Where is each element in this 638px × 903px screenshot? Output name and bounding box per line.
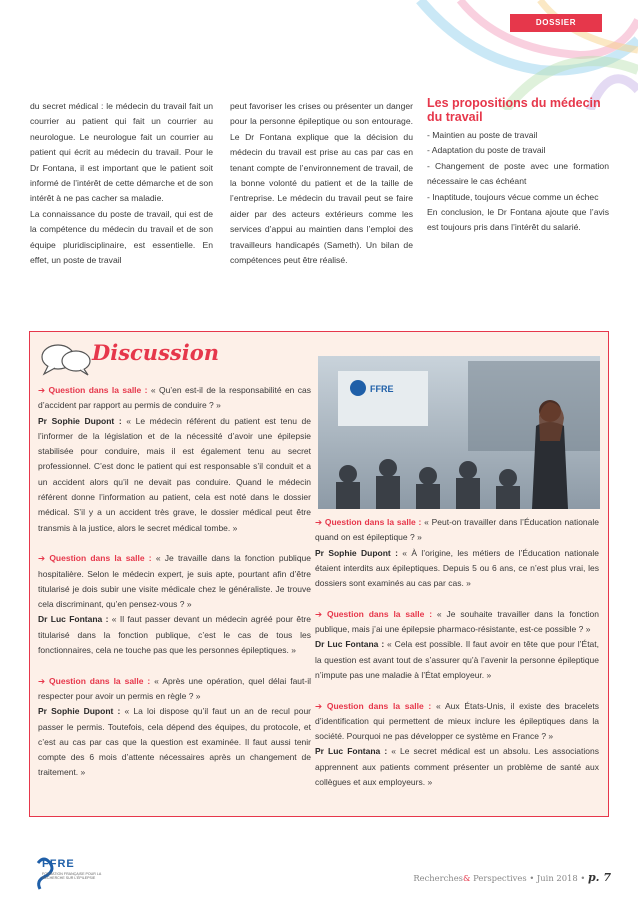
speaker-label: Pr Luc Fontana : <box>315 746 388 757</box>
question-text: « Aux États-Unis, il existe des bracelets d’identification qui permettent de mieux inclure les épileptiques dans la société. Pourquoi ne pas développer ce système en France ? » <box>315 700 599 742</box>
footer-logo-subtitle: FONDATION FRANÇAISE POUR LA RECHERCHE SUR L’ÉPILEPSIE <box>42 872 102 881</box>
question-text: « Peut-on travailler dans l’Éducation nationale quand on est épileptique ? » <box>315 517 599 543</box>
question-label: ➔ Question dans la salle : <box>38 553 152 564</box>
qa-block <box>315 699 599 791</box>
answer-text: « Il faut passer devant un médecin agréé pour être titularisé dans la fonction publique, c’est le cas de tous les fonctionnaires, cela ne touche pas que les personnes épileptiques. » <box>38 614 311 656</box>
question-label: ➔ Question dans la salle : <box>315 608 433 619</box>
publication-date: Perspectives • Juin 2018 • <box>470 873 588 883</box>
question-text: « Après une opération, quel délai faut-il respecter pour avoir un permis en règle ? » <box>38 675 311 701</box>
ampersand: & <box>462 873 471 883</box>
article-column-2 <box>230 99 413 268</box>
discussion-right-column <box>315 515 599 806</box>
proposals-column <box>427 96 609 236</box>
question-label: ➔ Question dans la salle : <box>315 517 422 527</box>
footer-logo-text: FFRE <box>42 858 75 870</box>
paragraph: La connaissance du poste de travail, qui est de la compétence du médecin du travail et de son équipe pluridisciplinaire, est essentielle. En effet, un poste de travail <box>30 208 213 266</box>
speaker-label: Dr Luc Fontana : <box>38 614 109 625</box>
qa-block <box>38 551 311 658</box>
proposal-item: - Adaptation du poste de travail <box>427 145 546 156</box>
question-text: « Je souhaite travailler dans la fonction publique, mais j’ai une épilepsie pharmaco-résistante, est-ce possible ? » <box>315 608 600 635</box>
proposal-item: - Changement de poste avec une formation nécessaire le cas échéant <box>427 160 609 187</box>
proposals-title: Les propositions du médecin du travail <box>427 96 601 124</box>
proposal-item: - Inaptitude, toujours vécue comme un échec <box>427 191 599 202</box>
discussion-title: Discussion <box>92 340 219 365</box>
qa-block <box>315 607 599 683</box>
photo-screen-logo: FFRE <box>370 384 394 394</box>
answer-text: « La loi dispose qu’il faut un an de recul pour passer le permis. Toutefois, cela dépend des équipes, du protocole, et c’est au cas par cas que la question est examinée. Il faut aussi tenir compte des 6 mois d’attente nécessaires après un changement de traitement. » <box>38 706 312 778</box>
publication-name: Recherches <box>413 873 463 883</box>
footer-publication <box>413 871 611 884</box>
question-label: ➔ Question dans la salle : <box>315 700 432 711</box>
speaker-label: Pr Sophie Dupont : <box>38 706 121 717</box>
answer-text: « Le secret médical est un absolu. Les associations apprennent aux patients comment présenter un problème de santé aux collègues et aux employeurs. » <box>315 746 599 788</box>
speaker-label: Pr Sophie Dupont : <box>38 415 122 426</box>
answer-text: « À l’origine, les métiers de l’Éducation nationale étaient interdits aux épileptiques. Depuis 5 ou 6 ans, ce n’est plus vrai, les dossiers sont examinés au cas par cas. » <box>315 547 600 589</box>
qa-block <box>315 515 599 591</box>
discussion-left-column <box>38 383 311 796</box>
paragraph: du secret médical : le médecin du travail fait un courrier au patient qui fait un courrier au neurologue. Le neurologue fait un courrier au patient qui écrit au médecin du travail. Pour le Dr Fontana, il est important que le patient soit informé de l’intérêt de cette démarche et de son intérêt à ne pas cacher sa maladie. <box>30 101 213 204</box>
article-column-1 <box>30 99 213 268</box>
answer-text: « Cela est possible. Il faut avoir en tête que pour l’État, la question est avant tout de s’assurer qu’à l’avenir la personne épileptique n’impute pas une maladie à l’État employeur. » <box>315 639 600 680</box>
page-number: p. 7 <box>587 871 611 884</box>
conference-photo <box>318 356 600 509</box>
question-text: « Je travaille dans la fonction publique hospitalière. Selon le médecin expert, je suis apte, pourtant afin d’être titularisé je dois subir une visite médicale chez le généraliste. Je trouve cela discriminant, qu’en pensez-vous ? » <box>38 553 312 610</box>
qa-block <box>38 674 311 781</box>
conclusion: En conclusion, le Dr Fontana ajoute que l’avis est toujours pris dans l’intérêt du salarié. <box>427 207 609 233</box>
paragraph: peut favoriser les crises ou présenter un danger pour la personne épileptique ou son entourage. Le Dr Fontana explique que la décision du médecin du travail est prise au cas par cas en tenant compte de l’environnement de travail, de la bonne volonté du patient et de la taille de l’entreprise. Le médecin du travail peut se faire aider par des acteurs extérieurs comme les services d’appui au maintien dans l’emploi des travailleurs handicapés (Sameth). Un bilan de compétences peut être réalisé. <box>230 101 413 266</box>
answer-text: « Le médecin référent du patient est tenu de l’informer de la législation et de la nécessité d’avoir une épilepsie stabilisée pour conduire, mais il est également tenu au secret professionnel. C’est donc le patient qui est responsable s’il conduit et a un accident alors qu’il ne devait pas conduire. Quand le médecin référent donne l’information au patient, cela est noté dans le dossier médical. S’il y a un accident très grave, le dossier médical peut être transmis à la justice, alors le secret médical tombe. » <box>38 415 312 533</box>
proposal-item: - Maintien au poste de travail <box>427 130 538 140</box>
section-tag: DOSSIER <box>510 14 602 32</box>
question-label: ➔ Question dans la salle : <box>38 385 148 395</box>
qa-block <box>38 383 311 536</box>
speaker-label: Dr Luc Fontana : <box>315 639 385 650</box>
speech-bubbles-icon <box>40 341 92 377</box>
speaker-label: Pr Sophie Dupont : <box>315 547 398 558</box>
question-text: « Qu’en est-il de la responsabilité en cas d’accident par rapport au permis de conduire ? » <box>38 385 312 411</box>
question-label: ➔ Question dans la salle : <box>38 675 151 686</box>
